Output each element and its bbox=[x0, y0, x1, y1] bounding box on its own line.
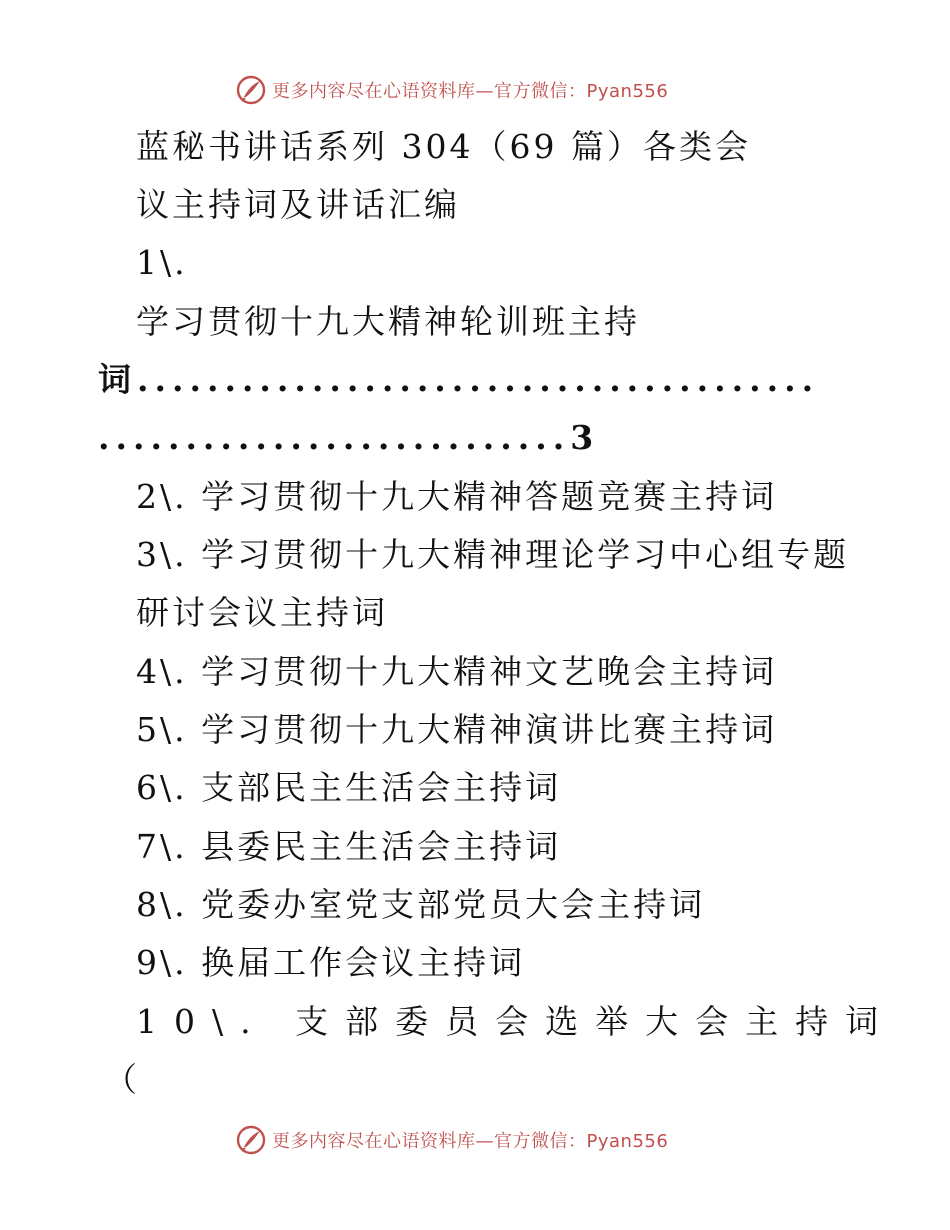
toc-item-8: 8\. 党委办室党支部党员大会主持词 bbox=[136, 885, 706, 924]
entry-1-number: 1\. bbox=[136, 243, 188, 282]
watermark-top bbox=[236, 74, 756, 106]
toc-item-10-paren: （ bbox=[104, 1060, 140, 1099]
entry-1-continuation: 词....................................... bbox=[98, 360, 820, 399]
title-line-1: 蓝秘书讲话系列 304（69 篇）各类会 bbox=[136, 127, 751, 166]
watermark-bottom bbox=[236, 1124, 756, 1156]
feather-pen-logo-icon bbox=[236, 1125, 266, 1155]
watermark-text: 更多内容尽在心语资料库—官方微信：Pyan556 bbox=[272, 1131, 669, 1152]
toc-item-6: 6\. 支部民主生活会主持词 bbox=[136, 768, 562, 807]
toc-item-3: 3\. 学习贯彻十九大精神理论学习中心组专题 bbox=[136, 535, 850, 574]
toc-item-5: 5\. 学习贯彻十九大精神演讲比赛主持词 bbox=[136, 710, 778, 749]
entry-1-text: 学习贯彻十九大精神轮训班主持 bbox=[136, 302, 640, 341]
toc-item-10: 10\. 支部委员会选举大会主持词 bbox=[136, 1002, 896, 1041]
toc-item-4: 4\. 学习贯彻十九大精神文艺晚会主持词 bbox=[136, 652, 778, 691]
watermark-text: 更多内容尽在心语资料库—官方微信：Pyan556 bbox=[272, 81, 669, 102]
toc-item-7: 7\. 县委民主生活会主持词 bbox=[136, 827, 562, 866]
toc-item-3-cont: 研讨会议主持词 bbox=[136, 593, 388, 632]
feather-pen-logo-icon bbox=[236, 75, 266, 105]
toc-item-9: 9\. 换届工作会议主持词 bbox=[136, 943, 526, 982]
entry-1-leader-page: ...........................3 bbox=[98, 418, 600, 457]
toc-item-2: 2\. 学习贯彻十九大精神答题竞赛主持词 bbox=[136, 477, 778, 516]
title-line-2: 议主持词及讲话汇编 bbox=[136, 185, 460, 224]
